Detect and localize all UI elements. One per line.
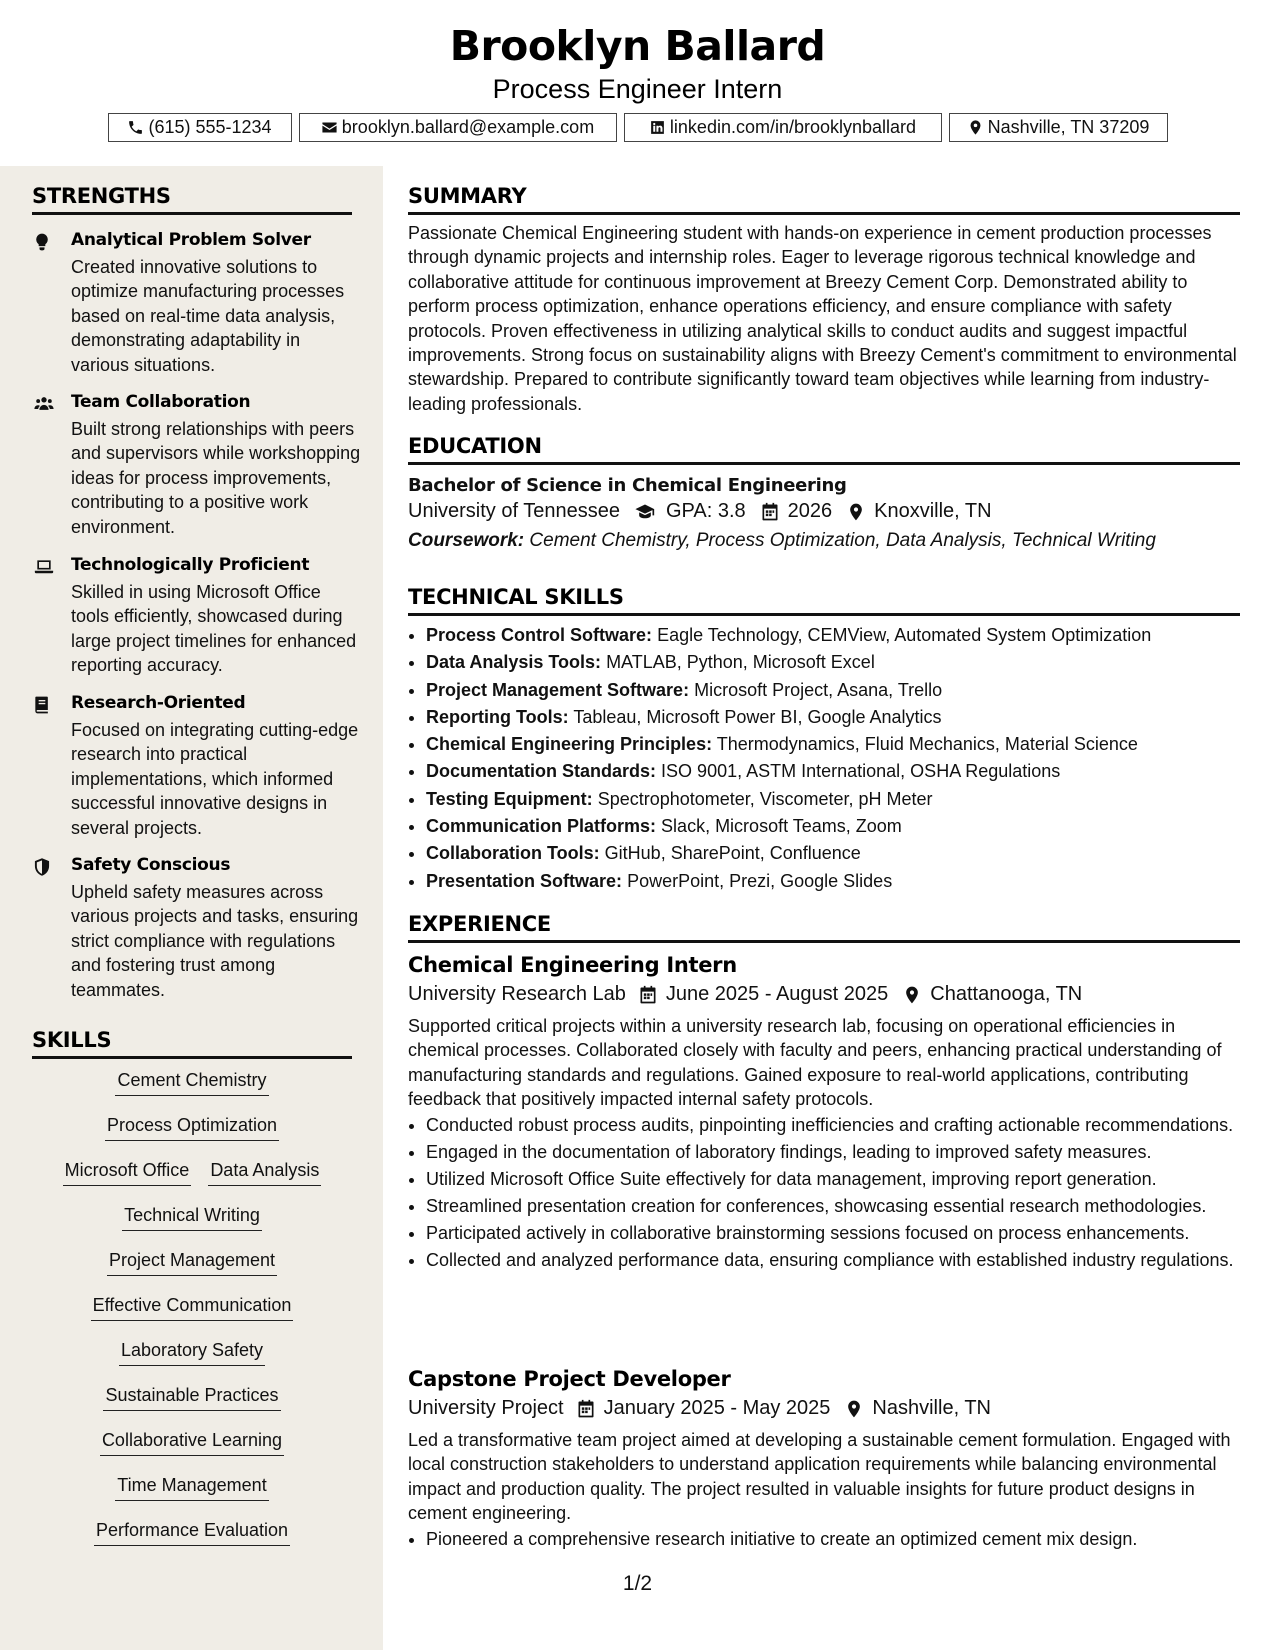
skill-value: Spectrophotometer, Viscometer, pH Meter	[597, 788, 933, 809]
laptop-icon	[32, 557, 56, 577]
skill-label: Project Management Software:	[426, 679, 690, 700]
skill-tag: Effective Communication	[91, 1293, 294, 1321]
skills-list	[32, 1068, 352, 1563]
skill-value: Slack, Microsoft Teams, Zoom	[661, 816, 902, 837]
skill-tag: Time Management	[115, 1473, 268, 1501]
list-item: • Streamlined presentation creation for conferences, showcasing essential research methodologies.	[426, 1194, 1240, 1218]
contact-location	[949, 113, 1168, 142]
skill-tag: Technical Writing	[122, 1203, 262, 1231]
skill-value: MATLAB, Python, Microsoft Excel	[606, 652, 875, 673]
skill-label: Chemical Engineering Principles:	[426, 734, 713, 755]
map-pin-icon	[902, 985, 922, 1005]
list-item: • Collected and analyzed performance data, ensuring compliance with established industry regulations.	[426, 1248, 1240, 1272]
job-entry	[408, 953, 1240, 1275]
list-item: • Conducted robust process audits, pinpointing inefficiencies and crafting actionable recommendations.	[426, 1113, 1240, 1137]
education-rule	[408, 462, 1240, 465]
calendar-icon	[638, 985, 658, 1005]
coursework-label: Coursework:	[408, 530, 525, 551]
skill-value: GitHub, SharePoint, Confluence	[604, 843, 861, 864]
strengths-heading	[32, 184, 352, 215]
experience-section	[408, 912, 1240, 943]
job-title: Chemical Engineering Intern	[408, 953, 737, 977]
contact-location-text: Nashville, TN 37209	[987, 117, 1150, 137]
map-pin-icon	[846, 502, 866, 522]
coursework-line	[408, 530, 1240, 552]
skill-value: Eagle Technology, CEMView, Automated System Optimization	[657, 625, 1152, 645]
skill-tag: Collaborative Learning	[100, 1428, 284, 1456]
phone-icon	[127, 119, 144, 136]
technical-skills-title: TECHNICAL SKILLS	[408, 585, 624, 609]
skill-value: Tableau, Microsoft Power BI, Google Analytics	[573, 706, 942, 727]
school-location: Knoxville, TN	[874, 500, 992, 522]
map-pin-icon	[967, 119, 984, 136]
school-name: University of Tennessee	[408, 500, 620, 522]
skill-label: Testing Equipment:	[426, 788, 593, 809]
experience-title: EXPERIENCE	[408, 912, 551, 936]
job-meta	[408, 1397, 1240, 1420]
strength-title: Analytical Problem Solver	[71, 230, 311, 250]
job-org: University Project	[408, 1397, 564, 1419]
education-section	[408, 434, 1240, 552]
page-number: 1/2	[622, 1572, 653, 1595]
skill-value: ISO 9001, ASTM International, OSHA Regulations	[661, 761, 1061, 782]
book-icon	[32, 695, 52, 715]
list-item	[426, 731, 1240, 758]
list-item: • Participated actively in collaborative brainstorming sessions focused on process enhancements.	[426, 1221, 1240, 1245]
skill-label: Process Control Software:	[426, 625, 653, 645]
calendar-icon	[760, 502, 780, 522]
list-item	[426, 704, 1240, 731]
job-bullets	[408, 1527, 1240, 1551]
list-item: • Engaged in the documentation of laboratory findings, leading to improved safety measures.	[426, 1140, 1240, 1164]
graduation-cap-icon	[632, 502, 658, 522]
envelope-icon	[321, 119, 338, 136]
list-item	[426, 649, 1240, 676]
skill-tag: Sustainable Practices	[103, 1383, 280, 1411]
skill-label: Documentation Standards:	[426, 761, 657, 782]
skill-label: Communication Platforms:	[426, 816, 657, 837]
list-item	[426, 786, 1240, 813]
technical-skills-section	[408, 585, 1240, 895]
strengths-title: STRENGTHS	[32, 184, 171, 208]
contact-email[interactable]	[299, 113, 617, 142]
technical-skills-list	[408, 622, 1240, 895]
list-item	[426, 758, 1240, 785]
skill-tag: Data Analysis	[208, 1158, 321, 1186]
skill-tag: Laboratory Safety	[119, 1338, 265, 1366]
job-dates: June 2025 - August 2025	[665, 983, 889, 1005]
summary-rule	[408, 212, 1240, 215]
contact-phone-text: (615) 555-1234	[148, 117, 272, 137]
summary-text: Passionate Chemical Engineering student with hands-on experience in cement production processes through dynamic projects and internship roles. Eager to leverage rigorous technical knowledge and collaborative attitude for continuous improvement at Breezy Cement Corp. Demonstrated ability to perform process optimization, enhance operations efficiency, and ensure compliance with safety protocols. Proven effectiveness in utilizing analytical skills to conduct audits and suggest impactful improvements. Strong focus on sustainability aligns with Breezy Cement's commitment to environmental stewardship. Prepared to contribute significantly toward team objectives while learning from industry-leading professionals.	[408, 223, 1237, 414]
job-meta	[408, 983, 1240, 1006]
summary-section	[408, 184, 1240, 416]
skills-title: SKILLS	[32, 1028, 112, 1052]
skill-tag: Performance Evaluation	[94, 1518, 290, 1546]
skills-heading	[32, 1028, 352, 1059]
job-org: University Research Lab	[408, 983, 626, 1005]
job-description: Led a transformative team project aimed at developing a sustainable cement formulation. Engaged with local construction stakeholders to understand application requirements while balancing environmental impact and production quality. The project resulted in valuable insights for future product designs in cement engineering.	[408, 1430, 1231, 1524]
skill-label: Data Analysis Tools:	[426, 652, 602, 673]
strength-text: Focused on integrating cutting-edge research into practical implementations, which informed successful innovative designs in several projects.	[71, 720, 359, 838]
job-location: Nashville, TN	[872, 1397, 991, 1419]
strength-text: Built strong relationships with peers and supervisors while workshopping ideas for process improvements, contributing to a positive work environment.	[71, 419, 361, 537]
skill-tag: Process Optimization	[105, 1113, 279, 1141]
experience-rule	[408, 940, 1240, 943]
list-item	[426, 868, 1240, 895]
list-item: • Utilized Microsoft Office Suite effectively for data management, improving report generation.	[426, 1167, 1240, 1191]
contact-phone[interactable]	[108, 113, 292, 142]
job-title: Capstone Project Developer	[408, 1367, 731, 1391]
list-item	[426, 677, 1240, 704]
skill-tag: Cement Chemistry	[115, 1068, 268, 1096]
list-item	[426, 622, 1240, 649]
candidate-name: Brooklyn Ballard	[449, 22, 826, 70]
contact-email-text: brooklyn.ballard@example.com	[341, 117, 595, 137]
skill-value: Thermodynamics, Fluid Mechanics, Material Science	[716, 734, 1138, 755]
education-meta	[408, 500, 1240, 523]
strength-text: Upheld safety measures across various projects and tasks, ensuring strict compliance with regulations and fostering trust among teammates.	[71, 882, 359, 1000]
degree-name: Bachelor of Science in Chemical Engineering	[408, 475, 847, 496]
calendar-icon	[576, 1399, 596, 1419]
job-entry	[408, 1367, 1240, 1554]
skill-tag: Project Management	[107, 1248, 277, 1276]
strengths-rule	[32, 212, 352, 215]
job-bullets	[408, 1113, 1240, 1272]
contact-linkedin-text: linkedin.com/in/brooklynballard	[669, 117, 917, 137]
skill-label: Presentation Software:	[426, 870, 623, 891]
map-pin-icon	[844, 1399, 864, 1419]
skill-label: Reporting Tools:	[426, 706, 569, 727]
strength-title: Team Collaboration	[71, 392, 251, 412]
skill-value: PowerPoint, Prezi, Google Slides	[627, 870, 893, 891]
list-item	[426, 840, 1240, 867]
list-item: • Pioneered a comprehensive research initiative to create an optimized cement mix design.	[426, 1527, 1240, 1551]
list-item	[426, 813, 1240, 840]
strength-text: Skilled in using Microsoft Office tools efficiently, showcased during large project timelines for enhanced reporting accuracy.	[71, 582, 357, 676]
shield-icon	[32, 857, 52, 877]
contact-linkedin[interactable]	[624, 113, 942, 142]
technical-skills-rule	[408, 613, 1240, 616]
skills-rule	[32, 1056, 352, 1059]
job-dates: January 2025 - May 2025	[603, 1397, 831, 1419]
contact-bar	[0, 113, 1275, 142]
lightbulb-icon	[32, 232, 52, 252]
summary-title: SUMMARY	[408, 184, 527, 208]
users-icon	[32, 394, 56, 414]
job-description: Supported critical projects within a university research lab, focusing on operational efficiencies in chemical processes. Collaborated closely with faculty and peers, enhancing practical understanding of manufacturing standards and regulations. Gained exposure to real-world applications, contributing feedback that positively impacted internal safety protocols.	[408, 1016, 1222, 1110]
skill-value: Microsoft Project, Asana, Trello	[694, 679, 943, 700]
graduation-year: 2026	[787, 500, 833, 522]
job-location: Chattanooga, TN	[930, 983, 1083, 1005]
skill-tag: Microsoft Office	[63, 1158, 192, 1186]
strength-title: Safety Conscious	[71, 855, 231, 875]
strength-title: Research-Oriented	[71, 693, 246, 713]
linkedin-icon	[649, 119, 666, 136]
gpa-text: GPA: 3.8	[665, 500, 746, 522]
skill-label: Collaboration Tools:	[426, 843, 600, 864]
candidate-role: Process Engineer Intern	[492, 74, 783, 104]
strength-text: Created innovative solutions to optimize manufacturing processes based on real-time data analysis, demonstrating adaptability in various situations.	[71, 257, 345, 375]
strength-title: Technologically Proficient	[71, 555, 310, 575]
coursework-text: Cement Chemistry, Process Optimization, Data Analysis, Technical Writing	[529, 530, 1156, 551]
education-title: EDUCATION	[408, 434, 542, 458]
